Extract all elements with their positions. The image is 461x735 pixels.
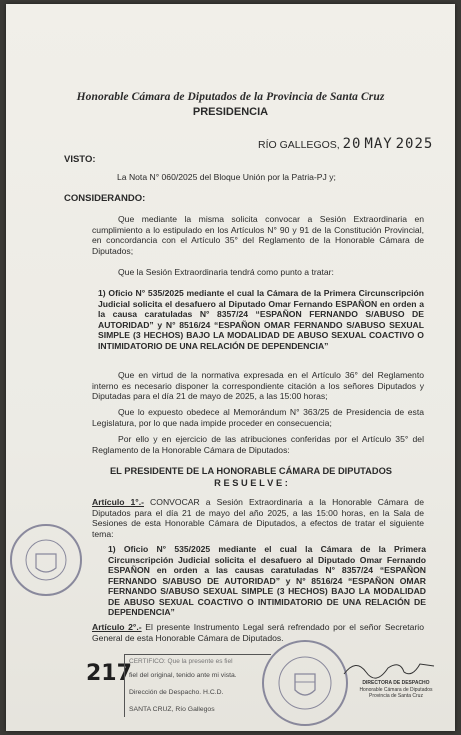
article-1-text: CONVOCAR a Sesión Extraordinaria a la Honorable Cámara de Diputados para el día 21 de mayo del año 2025, a las 15:00 horas, en la Sala de Sesiones de esta Honorable Cámara de Diputados, a efectos de tratar el siguiente tema: <box>92 497 424 539</box>
date-place: RÍO GALLEGOS, <box>258 139 340 151</box>
visto-label: VISTO: <box>64 154 96 165</box>
considerando-paragraph-4: Que lo expuesto obedece al Memorándum N° 363/25 de Presidencia de esta Legislatura, por lo que nada impide proceder en consecuencia; <box>92 407 424 428</box>
article-2-label: Artículo 2°.- <box>92 622 142 632</box>
article-1-label: Artículo 1°.- <box>92 497 144 507</box>
considerando-paragraph-5: Por ello y en ejercicio de las atribuciones conferidas por el Artículo 35° del Reglamento de la Honorable Cámara de Diputados: <box>92 434 424 455</box>
center-official-seal <box>262 640 348 726</box>
considerando-item-1: 1) Oficio N° 535/2025 mediante el cual la Cámara de la Primera Circunscripción Judicial solicita el desafuero al Diputado Omar Fernando ESPAÑON en orden a la causa caratuladas N° 8357/24 “ESPAÑON FERNANDO S/ABUSO DE AUTORIDAD” y N° 8516/24 “ESPAÑON OMAR FERNANDO S/ABUSO SEXUAL SIMPLE (3 HECHOS) BAJO LA MODALIDAD DE ABUSO SEXUAL COACTIVO O INTIMIDATORIO DE UNA RELACIÓN DE DEPENDENCIA” <box>98 288 424 351</box>
signature-scribble <box>342 654 438 680</box>
resolution-title: EL PRESIDENTE DE LA HONORABLE CÁMARA DE DIPUTADOS <box>109 466 393 476</box>
coat-of-arms-icon <box>264 642 346 724</box>
considerando-label: CONSIDERANDO: <box>64 193 146 204</box>
signature-line-2: Honorable Cámara de Diputados <box>359 686 433 693</box>
signature-line-3: Provincia de Santa Cruz <box>369 693 423 699</box>
signature-block <box>346 680 446 700</box>
document-page <box>6 4 455 731</box>
left-official-seal <box>10 524 82 596</box>
cert-line-1: CERTIFICO: Que la presente es fiel <box>129 658 233 665</box>
considerando-paragraph-2: Que la Sesión Extraordinaria tendrá como punto a tratar: <box>118 267 334 277</box>
document-number: 217 <box>86 661 132 686</box>
date-year: 2025 <box>395 136 434 152</box>
visto-text: La Nota N° 060/2025 del Bloque Unión por la Patria-PJ y; <box>117 172 336 182</box>
certification-stamp <box>124 654 271 717</box>
article-2-text: El presente Instrumento Legal será refrendado por el señor Secretario General de esta Honorable Cámara de Diputados. <box>92 622 424 643</box>
cert-line-3: Dirección de Despacho. H.C.D. <box>129 689 224 696</box>
office-header: PRESIDENCIA <box>192 106 269 118</box>
date-month: MAY <box>364 136 393 152</box>
cert-line-2: fiel del original, tenido ante mi vista. <box>129 672 237 679</box>
considerando-paragraph-3: Que en virtud de la normativa expresada en el Artículo 36° del Reglamento interno es necesario disponer la correspondiente citación a los señores Diputados y Diputadas para el día 21 de mayo de 2025, a las 15:00 horas; <box>92 370 424 402</box>
institution-header: Honorable Cámara de Diputados de la Provincia de Santa Cruz <box>76 91 385 103</box>
resolution-item-1: 1) Oficio N° 535/2025 mediante el cual la Cámara de la Primera Circunscripción Judicial solicita el desafuero al Diputado Omar Fernando ESPAÑON en orden a las causas caratuladas N° 8357/24 “ESPAÑON FERNANDO S/ABUSO DE AUTORIDAD” y N° 8516/24 “ESPAÑON OMAR FERNANDO S/ABUSO SEXUAL SIMPLE (3 HECHOS) BAJO LA MODALIDAD DE ABUSO SEXUAL COACTIVO O INTIMIDATORIO DE UNA RELACIÓN DE DEPENDENCIA” <box>108 544 426 617</box>
signature-title: DIRECTORA DE DESPACHO <box>362 680 430 686</box>
article-1 <box>92 497 424 539</box>
seal-icon <box>12 526 80 594</box>
date-day: 20 <box>342 136 362 152</box>
article-2 <box>92 622 424 643</box>
document-date <box>258 136 433 152</box>
considerando-paragraph-1: Que mediante la misma solicita convocar a Sesión Extraordinaria en cumplimiento a lo estipulado en los Artículos N° 90 y 91 de la Constitución Provincial, en concordancia con el Artículo 35° del Reglamento de la Honorable Cámara de Diputados; <box>92 214 424 256</box>
resuelve-heading: R E S U E L V E : <box>214 478 288 488</box>
cert-line-4: SANTA CRUZ, Río Gallegos <box>129 706 215 713</box>
